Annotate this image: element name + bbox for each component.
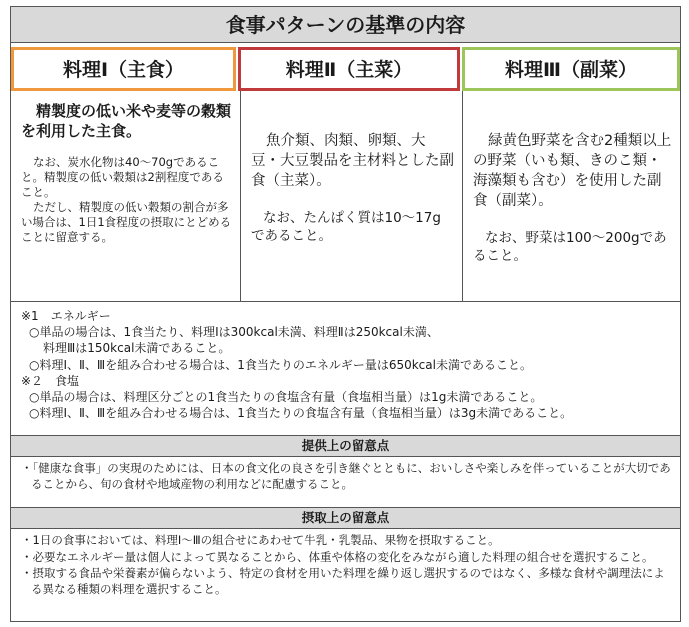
- energy-line-2: 料理Ⅲは150kcal未満であること。: [43, 341, 231, 356]
- staple-description: 精製度の低い米や麦等の穀類を利用した主食。: [21, 102, 232, 140]
- side-dish-note: なお、野菜は100〜200gであること。: [473, 230, 667, 264]
- energy-line-3: ○料理Ⅰ、Ⅱ、Ⅲを組み合わせる場合は、1食当たりのエネルギー量は650kcal未満であること。: [29, 357, 532, 372]
- provision-bullet: ・「健康な食事」の実現のためには、日本の食文化の良さを引き継ぐとともに、おいしさや楽しみを伴っていることが大切であることから、旬の食材や地域産物の利用などに配慮すること。: [21, 461, 671, 491]
- side-dish-column: [463, 91, 680, 301]
- provision-body: [11, 457, 680, 507]
- intake-body: [11, 529, 680, 621]
- salt-line-2: ○料理Ⅰ、Ⅱ、Ⅲを組み合わせる場合は、1食当たりの食塩含有量（食塩相当量）は3g未満であること。: [29, 406, 573, 421]
- salt-title: ※２ 食塩: [21, 373, 80, 388]
- intake-bullet-1: ・1日の食事においては、料理Ⅰ〜Ⅲの組合せにあわせて牛乳・乳製品、果物を摂取すること。: [21, 533, 500, 547]
- main-dish-note: なお、たんぱく質は10〜17gであること。: [251, 210, 441, 244]
- limits-section: [11, 301, 680, 435]
- staple-note-2: ただし、精製度の低い穀類の割合が多い場合は、1日1食程度の摂取にとどめることに留意する。: [21, 200, 232, 244]
- standards-table: [10, 6, 681, 622]
- energy-line-1: ○単品の場合は、1食当たり、料理Ⅰは300kcal未満、料理Ⅱは250kcal未満、: [29, 325, 439, 340]
- main-dish-column: [241, 91, 463, 301]
- staple-header: 料理Ⅰ（主食）: [11, 47, 236, 91]
- intake-bullet-3: ・摂取する食品や栄養素が偏らないよう、特定の食材を用いた料理を繰り返し選択するのではなく、多様な食材や調理法による異なる種類の料理を選択すること。: [21, 566, 665, 596]
- side-dish-header: 料理Ⅲ（副菜）: [462, 47, 680, 91]
- provision-header: 提供上の留意点: [11, 435, 680, 457]
- salt-line-1: ○単品の場合は、料理区分ごとの1食当たりの食塩含有量（食塩相当量）は1g未満であること。: [29, 390, 543, 405]
- staple-column: [11, 91, 241, 301]
- side-dish-description: 緑黄色野菜を含む2種類以上の野菜（いも類、きのこ類・海藻類も含む）を使用した副食（副菜）。: [473, 133, 672, 209]
- intake-bullet-2: ・必要なエネルギー量は個人によって異なることから、体重や体格の変化をみながら適した料理の組合せを選択すること。: [21, 549, 654, 564]
- intake-header: 摂取上の留意点: [11, 507, 680, 529]
- table-title: 食事パターンの基準の内容: [11, 7, 680, 43]
- staple-note-1: なお、炭水化物は40〜70gであること。精製度の低い穀類は2割程度であること。: [21, 155, 224, 199]
- main-dish-header: 料理Ⅱ（主菜）: [238, 47, 460, 91]
- main-dish-description: 魚介類、肉類、卵類、大豆・大豆製品を主材料とした副食（主菜）。: [251, 133, 454, 189]
- energy-title: ※1 エネルギー: [21, 309, 111, 323]
